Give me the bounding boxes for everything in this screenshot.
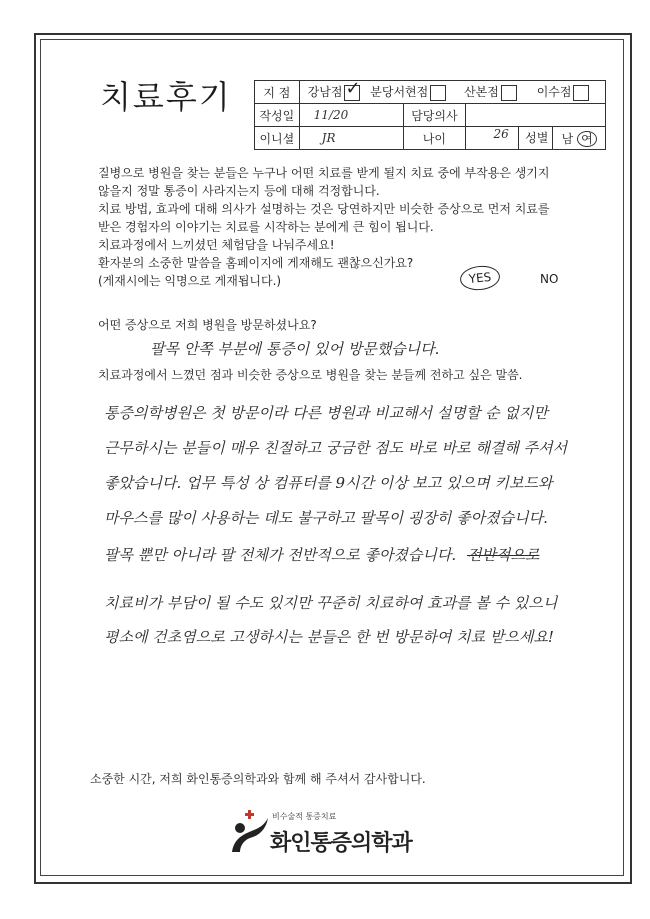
clinic-logo-icon [226,808,270,858]
answer-line-4[interactable]: 마우스를 많이 사용하는 데도 불구하고 팔목이 굉장히 좋아졌습니다. [104,509,548,527]
initials-label: 이니셜 [255,127,300,150]
gender-male[interactable]: 남 [561,131,574,146]
branch-label: 지 점 [255,81,300,104]
checkbox-isu[interactable] [573,85,589,101]
logo-name: 화인통증의학과 [270,831,412,856]
checkmark-icon: ✓ [345,77,361,99]
answer-line-1[interactable]: 통증의학병원은 첫 방문이라 다른 병원과 비교해서 설명할 순 없지만 [104,404,548,422]
age-label: 나이 [404,127,465,150]
consent-yes-circled[interactable]: YES [459,264,501,292]
answer-line-2[interactable]: 근무하시는 분들이 매우 친절하고 궁금한 점도 바로 바로 해결해 주셔서 [104,439,568,457]
page-title: 치료후기 [100,78,232,116]
gender-options [553,127,606,150]
answer-line-7[interactable]: 평소에 건초염으로 고생하시는 분들은 한 번 방문하여 치료 받으세요! [104,628,554,646]
checkbox-sanbon[interactable] [501,85,517,101]
answer-line-5-text: 팔목 뿐만 아니라 팔 전체가 전반적으로 좋아졌습니다. [104,546,457,564]
patient-row [255,127,606,150]
answer-line-6[interactable]: 치료비가 부담이 될 수도 있지만 꾸준히 치료하여 효과를 볼 수 있으니 [104,594,558,612]
branch-option-sanbon[interactable]: 산본점 [464,85,521,99]
branch-row [255,81,606,104]
consent-no[interactable]: NO [540,272,559,286]
answer-line-3[interactable]: 좋았습니다. 업무 특성 상 컴퓨터를 9시간 이상 보고 있으며 키보드와 [104,474,553,492]
doctor-label: 담당의사 [404,104,465,127]
gender-female-selected[interactable]: 여 [577,131,597,147]
branch-option-gangnam[interactable]: 강남점 ✓ [307,77,361,100]
initials-value[interactable]: JR [299,127,404,150]
branch-options [299,77,605,104]
q1-question: 어떤 증상으로 저희 병원을 방문하셨나요? [98,318,317,332]
checkbox-gangnam[interactable] [344,77,361,101]
info-table [254,77,606,150]
date-label: 작성일 [255,104,300,127]
age-value[interactable]: 26 [493,127,509,141]
checkbox-bundang[interactable] [430,85,446,101]
clinic-logo [226,808,446,858]
footer-thanks: 소중한 시간, 저희 화인통증의학과와 함께 해 주셔서 감사합니다. [90,772,426,786]
gender-label: 성별 [518,127,552,149]
q1-answer[interactable]: 팔목 안쪽 부분에 통증이 있어 방문했습니다. [150,340,440,358]
q2-question: 치료과정에서 느꼈던 점과 비슷한 증상으로 병원을 찾는 분들께 전하고 싶은 말씀. [98,368,523,382]
branch-option-bundang[interactable]: 분당서현점 [370,85,450,99]
answer-line-5[interactable] [104,544,539,565]
branch-option-isu[interactable]: 이수점 [537,85,590,99]
age-cell [465,127,553,150]
intro-text: 질병으로 병원을 찾는 분들은 누구나 어떤 치료를 받게 될지 치료 중에 부작용은 생기지 않을지 정말 통증이 사라지는지 등에 대해 걱정합니다. 치료 방법, 효과에 대해 의사가 설명하는 것은 당연하지만 비슷한 증상으로 먼저 치료를 받은 경험자의 이야기는 치료를 시작하는 분에게 큰 힘이 됩니다. 치료과정에서 느끼셨던 체험담을 나눠주세요! 환자분의 소중한 말씀을 홈페이지에 게재해도 괜찮으신가요? (게재시에는 익명으로 게재됩니다.) [98,166,550,288]
logo-tagline: 비수술적 통증치료 [272,812,337,821]
date-value[interactable]: 11/20 [299,104,404,127]
doctor-value[interactable] [465,104,605,127]
struck-out-text: 전반적으로 [466,546,540,564]
date-row [255,104,606,127]
